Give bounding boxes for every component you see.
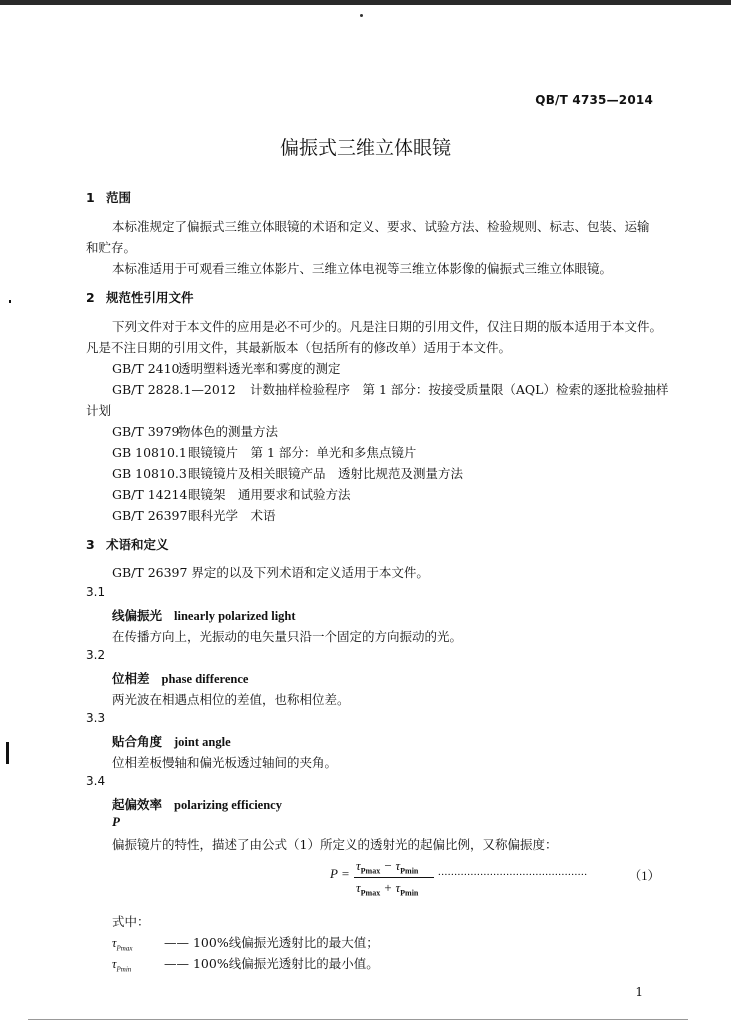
reference-title: 眼镜镜片 第 1 部分：单光和多焦点镜片: [188, 445, 417, 460]
term-number: 3.3: [86, 711, 106, 725]
page-number: 1: [635, 985, 643, 999]
term-definition: 偏振镜片的特性，描述了由公式（1）所定义的透射光的起偏比例，又称偏振度：: [112, 837, 558, 852]
reference-title: 物体色的测量方法: [178, 424, 279, 439]
where-label: 式中：: [112, 914, 150, 929]
fraction-bar: [354, 877, 434, 878]
equation-number: （1）: [628, 869, 660, 883]
reference-continuation: 计划: [86, 403, 112, 418]
reference-title: 计数抽样检验程序 第 1 部分：按接受质量限（AQL）检索的逐批检验抽样: [250, 382, 669, 397]
reference-item: [112, 506, 276, 524]
term-definition: 在传播方向上，光振动的电矢量只沿一个固定的方向振动的光。: [112, 629, 463, 644]
scan-mark: [9, 300, 11, 303]
reference-code: GB 10810.3: [112, 466, 187, 481]
reference-code: GB 10810.1: [112, 445, 187, 460]
paragraph: GB/T 26397 界定的以及下列术语和定义适用于本文件。: [112, 565, 429, 580]
reference-item: [112, 380, 668, 398]
reference-item: [112, 464, 463, 482]
bottom-border: [28, 1019, 688, 1020]
term-en: polarizing efficiency: [174, 798, 282, 812]
formula-lhs: P =: [330, 866, 350, 881]
variable-definition: [112, 933, 379, 953]
term-heading: [112, 795, 282, 813]
section-number: 1: [86, 190, 95, 205]
variable-symbol: $\tau_{Pmax}$: [112, 936, 133, 953]
scan-dot: [360, 14, 363, 17]
reference-item: [112, 422, 278, 440]
variable-symbol: $\tau_{Pmin}$: [112, 957, 132, 974]
reference-code: GB/T 2828.1—2012: [112, 382, 236, 397]
term-zh: 贴合角度: [112, 734, 163, 749]
formula-numerator: $\tau_{Pmax} - \tau_{Pmin}$: [356, 858, 419, 876]
term-heading: [112, 669, 248, 687]
term-en: phase difference: [161, 672, 249, 686]
reference-code: GB/T 3979: [112, 424, 180, 439]
document-title: 偏振式三维立体眼镜: [279, 137, 451, 159]
reference-item: [112, 443, 416, 461]
reference-item: [112, 359, 341, 377]
reference-title: 眼镜架 通用要求和试验方法: [188, 487, 351, 502]
term-number: 3.2: [86, 648, 106, 662]
section-number: 3: [86, 537, 95, 552]
reference-code: GB/T 14214: [112, 487, 188, 502]
formula-denominator: $\tau_{Pmax} + \tau_{Pmin}$: [356, 880, 419, 898]
formula-leader-dots: ..............................................: [438, 866, 588, 878]
term-en: linearly polarized light: [174, 609, 296, 623]
section-heading-3: [86, 535, 169, 553]
paragraph: 凡是不注日期的引用文件，其最新版本（包括所有的修改单）适用于本文件。: [86, 340, 512, 355]
reference-code: GB/T 2410: [112, 361, 180, 376]
section-title: 术语和定义: [106, 537, 169, 552]
formula-1: [330, 858, 660, 902]
section-number: 2: [86, 290, 95, 305]
paragraph: 下列文件对于本文件的应用是必不可少的。凡是注日期的引用文件，仅注日期的版本适用于本文件。: [112, 319, 663, 334]
term-symbol: P: [112, 814, 120, 829]
paragraph: 和贮存。: [86, 240, 137, 255]
paragraph: 本标准规定了偏振式三维立体眼镜的术语和定义、要求、试验方法、检验规则、标志、包装、运输: [112, 219, 650, 234]
reference-title: 眼科光学 术语: [188, 508, 276, 523]
reference-code: GB/T 26397: [112, 508, 188, 523]
top-border: [0, 0, 731, 5]
section-title: 范围: [106, 190, 132, 205]
variable-definition: [112, 954, 379, 974]
reference-title: 眼镜镜片及相关眼镜产品 透射比规范及测量方法: [188, 466, 464, 481]
variable-description: —— 100%线偏振光透射比的最大值；: [164, 935, 379, 950]
term-definition: 位相差板慢轴和偏光板透过轴间的夹角。: [112, 755, 338, 770]
term-definition: 两光波在相遇点相位的差值，也称相位差。: [112, 692, 350, 707]
term-heading: [112, 732, 231, 750]
term-zh: 线偏振光: [112, 608, 163, 623]
term-zh: 起偏效率: [112, 797, 163, 812]
section-title: 规范性引用文件: [106, 290, 194, 305]
section-heading-2: [86, 288, 194, 306]
paragraph: 本标准适用于可观看三维立体影片、三维立体电视等三维立体影像的偏振式三维立体眼镜。: [112, 261, 613, 276]
term-number: 3.1: [86, 585, 106, 599]
reference-item: [112, 485, 351, 503]
reference-title: 透明塑料透光率和雾度的测定: [178, 361, 341, 376]
section-heading-1: [86, 188, 131, 206]
term-number: 3.4: [86, 774, 106, 788]
term-en: joint angle: [174, 735, 231, 749]
term-zh: 位相差: [112, 671, 150, 686]
scan-mark: [6, 742, 9, 764]
variable-description: —— 100%线偏振光透射比的最小值。: [164, 956, 379, 971]
standard-number: QB/T 4735—2014: [535, 93, 653, 107]
term-heading: [112, 606, 296, 624]
